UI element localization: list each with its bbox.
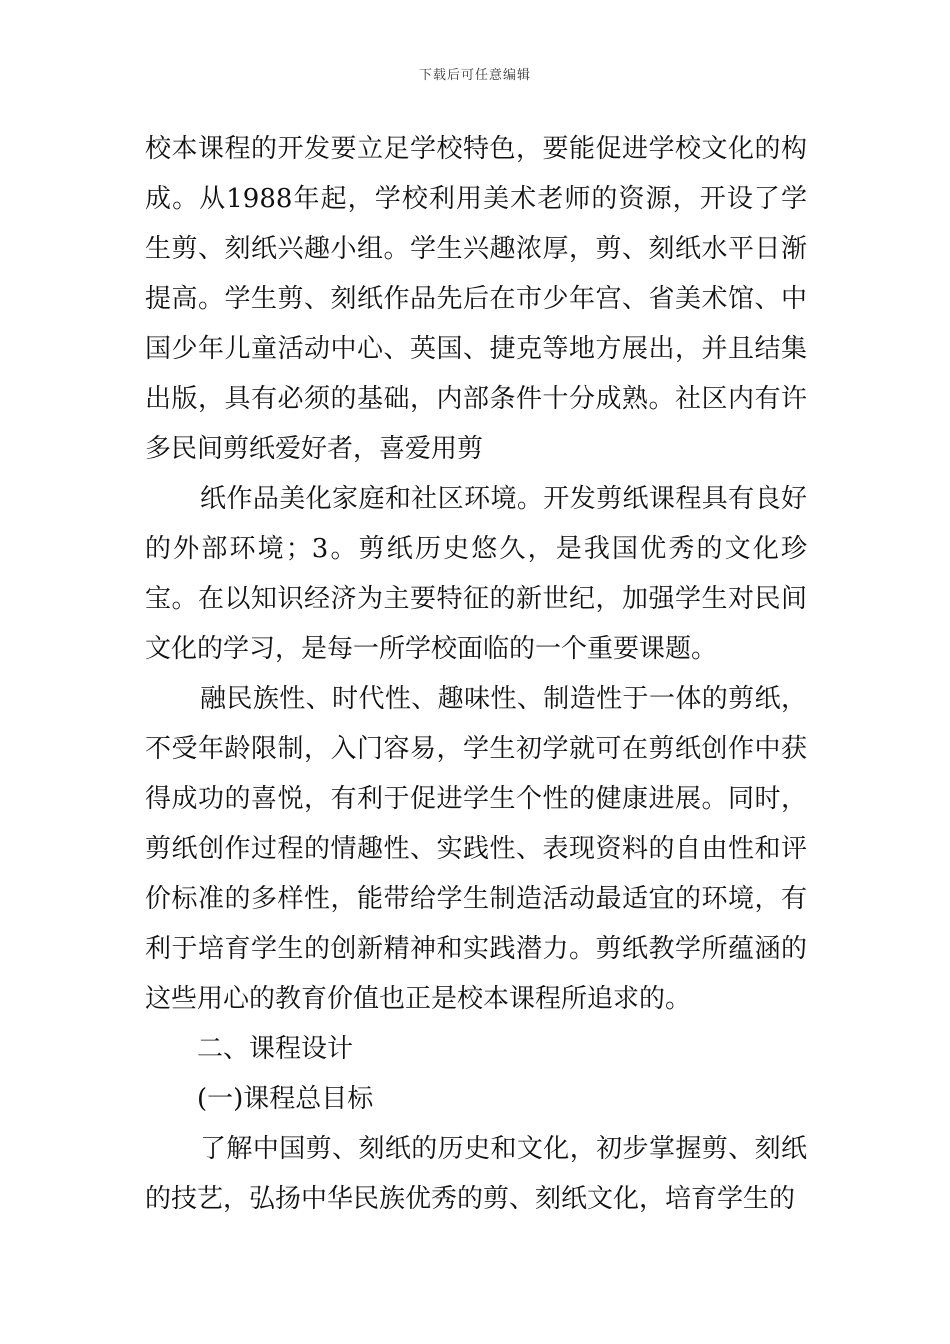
subsection-heading-course-goal: (一)课程总目标 [197, 1084, 374, 1114]
paragraph-school-features: 校本课程的开发要立足学校特色，要能促进学校文化的构成。从1988年起，学校利用美术老师的资源，开设了学生剪、刻纸兴趣小组。学生兴趣浓厚，剪、刻纸水平日渐提高。学生剪、刻纸作品先后在市少年宫、省美术馆、中国少年儿童活动中心、英国、捷克等地方展出，并且结集出版，具有必须的基础，内部条件十分成熟。社区内有许多民间剪纸爱好者，喜爱用剪 [145, 134, 807, 464]
document-body [145, 124, 807, 1224]
section-heading-course-design: 二、课程设计 [197, 1034, 354, 1064]
paragraph-course-goal: 了解中国剪、刻纸的历史和文化，初步掌握剪、刻纸的技艺，弘扬中华民族优秀的剪、刻纸文化，培育学生的 [145, 1134, 807, 1214]
paragraph-educational-value: 融民族性、时代性、趣味性、制造性于一体的剪纸，不受年龄限制，入门容易，学生初学就可在剪纸创作中获得成功的喜悦，有利于促进学生个性的健康进展。同时，剪纸创作过程的情趣性、实践性、表现资料的自由性和评价标准的多样性，能带给学生制造活动最适宜的环境，有利于培育学生的创新精神和实践潜力。剪纸教学所蕴涵的这些用心的教育价值也正是校本课程所追求的。 [145, 684, 807, 1014]
paragraph-external-environment: 纸作品美化家庭和社区环境。开发剪纸课程具有良好的外部环境；3。剪纸历史悠久，是我国优秀的文化珍宝。在以知识经济为主要特征的新世纪，加强学生对民间文化的学习，是每一所学校面临的一个重要课题。 [145, 484, 807, 664]
page-header: 下载后可任意编辑 [418, 68, 531, 83]
